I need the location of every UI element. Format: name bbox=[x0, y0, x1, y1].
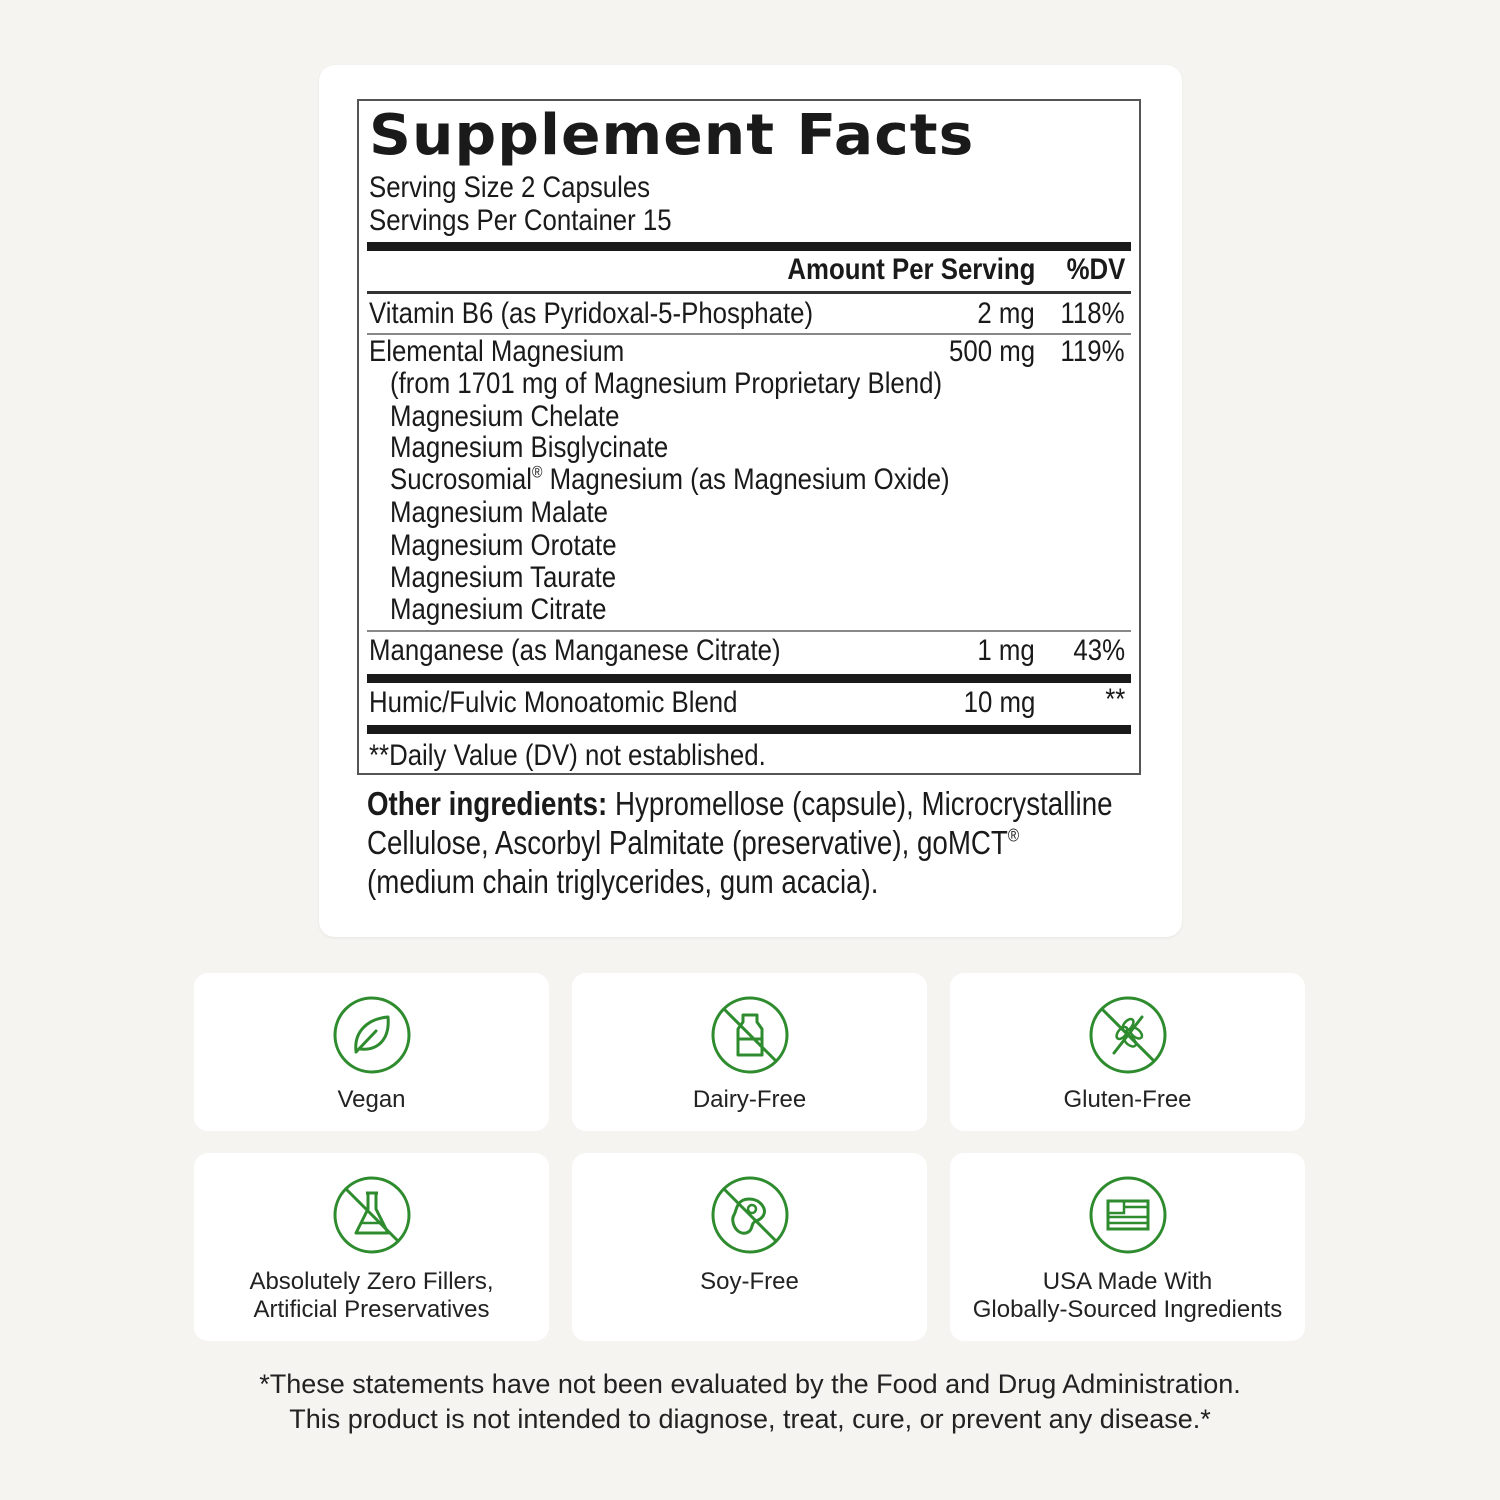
sub-item-sucrosomial: Sucrosomial® Magnesium (as Magnesium Oxide) bbox=[390, 463, 950, 496]
ingredients-text: Cellulose, Ascorbyl Palmitate (preservative), goMCT bbox=[367, 824, 1008, 861]
thick-divider bbox=[367, 674, 1131, 683]
ingredients-text: Hypromellose (capsule), Microcrystalline bbox=[607, 785, 1113, 822]
amount-per-serving-header: Amount Per Serving bbox=[786, 253, 1035, 286]
row-magnesium-name: Elemental Magnesium bbox=[369, 335, 625, 368]
sub-item: Magnesium Taurate bbox=[390, 561, 617, 594]
ingredients-label: Other ingredients: bbox=[367, 785, 608, 822]
serving-size: Serving Size 2 Capsules bbox=[369, 171, 651, 204]
sub-item: Magnesium Orotate bbox=[390, 529, 617, 562]
facts-title: Supplement Facts bbox=[369, 103, 975, 168]
badge-label: Gluten-Free bbox=[1063, 1086, 1192, 1113]
no-fillers-icon bbox=[332, 1175, 412, 1255]
leaf-icon bbox=[332, 995, 412, 1075]
badge-dairy-free bbox=[572, 973, 927, 1131]
badge-label-line1: USA Made With bbox=[1042, 1268, 1213, 1295]
supplement-facts-panel bbox=[357, 99, 1141, 775]
divider bbox=[367, 291, 1131, 294]
dv-footnote: **Daily Value (DV) not established. bbox=[369, 739, 766, 772]
no-soy-icon bbox=[710, 1175, 790, 1255]
badge-vegan bbox=[194, 973, 549, 1131]
sub-item: (from 1701 mg of Magnesium Proprietary Blend) bbox=[390, 367, 943, 400]
row-vitamin-b6-amount: 2 mg bbox=[977, 297, 1035, 330]
row-magnesium-amount: 500 mg bbox=[948, 335, 1035, 368]
badge-zero-fillers bbox=[194, 1153, 549, 1341]
badge-label: Vegan bbox=[337, 1086, 406, 1113]
badge-label: Dairy-Free bbox=[692, 1086, 807, 1113]
fda-disclaimer-line2: This product is not intended to diagnose, treat, cure, or prevent any disease.* bbox=[289, 1404, 1211, 1434]
badge-label-line2: Artificial Preservatives bbox=[253, 1296, 490, 1323]
row-vitamin-b6-dv: 118% bbox=[1060, 297, 1125, 330]
row-humic-name: Humic/Fulvic Monoatomic Blend bbox=[369, 686, 738, 719]
row-magnesium-dv: 119% bbox=[1060, 335, 1125, 368]
ingredients-text: (medium chain triglycerides, gum acacia). bbox=[367, 863, 879, 900]
divider bbox=[367, 630, 1131, 632]
badge-gluten-free bbox=[950, 973, 1305, 1131]
row-manganese-amount: 1 mg bbox=[977, 634, 1035, 667]
sub-item: Magnesium Malate bbox=[390, 496, 608, 529]
row-manganese-dv: 43% bbox=[1073, 634, 1125, 667]
usa-flag-icon bbox=[1088, 1175, 1168, 1255]
row-vitamin-b6-name: Vitamin B6 (as Pyridoxal-5-Phosphate) bbox=[369, 297, 814, 330]
sub-item: Magnesium Bisglycinate bbox=[390, 431, 669, 464]
fda-disclaimer-line1: *These statements have not been evaluated by the Food and Drug Administration. bbox=[259, 1369, 1241, 1399]
thick-divider bbox=[367, 242, 1131, 251]
badge-label-line2: Globally-Sourced Ingredients bbox=[972, 1296, 1283, 1323]
dv-header: %DV bbox=[1066, 253, 1125, 286]
no-gluten-icon bbox=[1088, 995, 1168, 1075]
badge-usa-made bbox=[950, 1153, 1305, 1341]
badge-label: Soy-Free bbox=[700, 1268, 799, 1295]
badge-label-line1: Absolutely Zero Fillers, bbox=[249, 1268, 494, 1295]
thick-divider bbox=[367, 725, 1131, 734]
badge-soy-free bbox=[572, 1153, 927, 1341]
sub-item: Magnesium Chelate bbox=[390, 400, 620, 433]
servings-per-container: Servings Per Container 15 bbox=[369, 204, 672, 237]
row-humic-dv: ** bbox=[1104, 683, 1125, 716]
row-humic-amount: 10 mg bbox=[963, 686, 1035, 719]
row-manganese-name: Manganese (as Manganese Citrate) bbox=[369, 634, 781, 667]
sub-item: Magnesium Citrate bbox=[390, 593, 607, 626]
no-dairy-icon bbox=[710, 995, 790, 1075]
